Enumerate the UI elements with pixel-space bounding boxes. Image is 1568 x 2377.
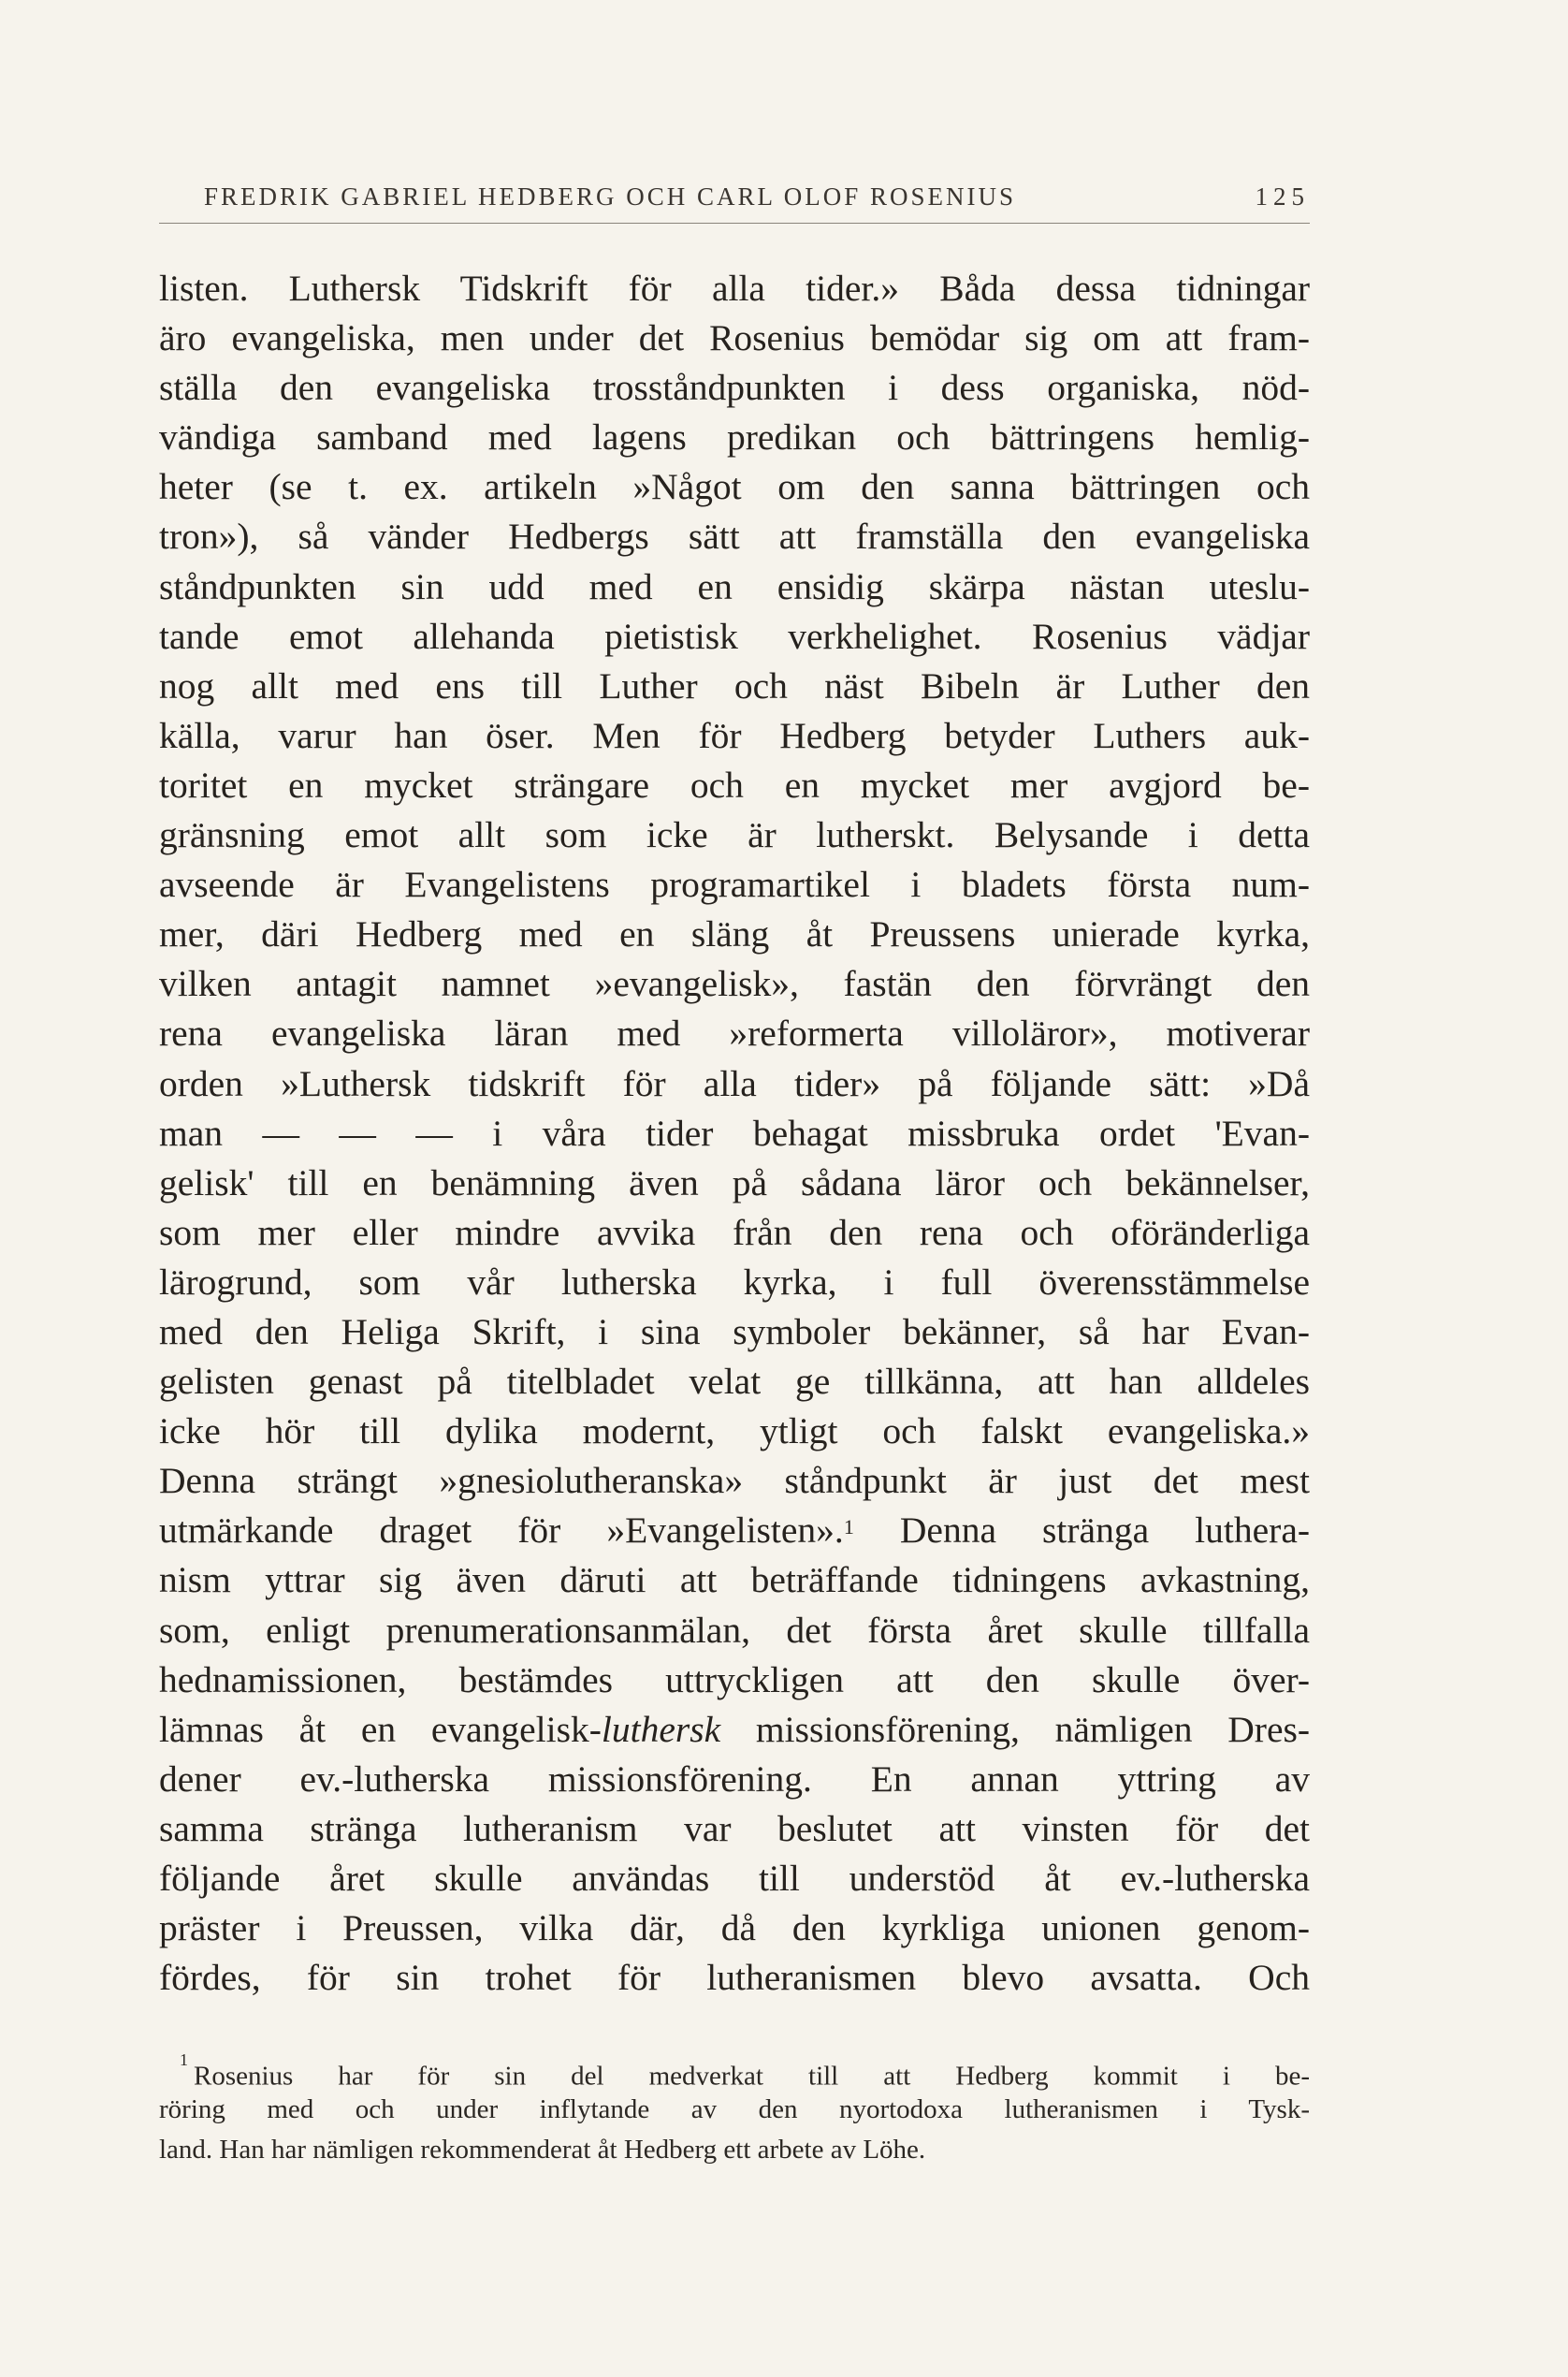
text-line: rena evangeliska läran med »reformerta villoläror», motiverar [159, 1013, 1310, 1055]
footnote [159, 2049, 1310, 2170]
footnote-line [159, 2049, 1310, 2090]
text-line: icke hör till dylika modernt, ytligt och falskt evangeliska.» [159, 1410, 1310, 1452]
text-line: äro evangeliska, men under det Rosenius bemödar sig om att fram- [159, 317, 1310, 359]
italic-word: luthersk [601, 1708, 721, 1750]
text-line: som mer eller mindre avvika från den rena och oföränderliga [159, 1211, 1310, 1253]
text-line: ståndpunkten sin udd med en ensidig skärpa nästan uteslu- [159, 565, 1310, 607]
text-line: orden »Luthersk tidskrift för alla tider» på följande sätt: »Då [159, 1062, 1310, 1104]
text-line: samma stränga lutheranism var beslutet att vinsten för det [159, 1807, 1310, 1849]
text-line: som, enligt prenumerationsanmälan, det första året skulle tillfalla [159, 1609, 1310, 1651]
footnote-line: land. Han har nämligen rekommenderat åt Hedberg ett arbete av Löhe. [159, 2135, 926, 2165]
footnote-number: 1 [180, 2050, 188, 2069]
text-segment: Denna stränga luthera- [899, 1509, 1311, 1552]
text-line: gelisten genast på titelbladet velat ge tillkänna, att han alldeles [159, 1361, 1310, 1403]
text-line: avseende är Evangelistens programartikel i bladets första num- [159, 864, 1310, 906]
text-segment: missionsförening, nämligen Dres- [755, 1708, 1311, 1750]
text-line: tron»), så vänder Hedbergs sätt att framställa den evangeliska [159, 516, 1310, 558]
text-line: toritet en mycket strängare och en mycket mer avgjord be- [159, 764, 1310, 806]
footnote-reference: 1 [843, 1515, 854, 1539]
page-number: 125 [1255, 182, 1310, 211]
text-line: vändiga samband med lagens predikan och bättringens hemlig- [159, 416, 1310, 459]
text-line: heter (se t. ex. artikeln »Något om den sanna bättringen och [159, 466, 1310, 508]
text-line: nog allt med ens till Luther och näst Bibeln är Luther den [159, 664, 1310, 707]
text-line: Denna strängt »gnesiolutheranska» ståndpunkt är just det mest [159, 1460, 1310, 1502]
header-rule [159, 223, 1310, 224]
body-text [159, 264, 1310, 2003]
text-line: man — — — i våra tider behagat missbruka ordet 'Evan- [159, 1112, 1310, 1154]
text-line: följande året skulle användas till understöd åt ev.-lutherska [159, 1858, 1310, 1899]
text-line: ställa den evangeliska trosståndpunkten i dess organiska, nöd- [159, 367, 1310, 409]
text-line: mer, däri Hedberg med en släng åt Preussens unierade kyrka, [159, 913, 1310, 955]
footnote-line: röring med och under inflytande av den nyortodoxa lutheranismen i Tysk- [159, 2094, 1310, 2124]
text-line: gränsning emot allt som icke är lutherskt. Belysande i detta [159, 814, 1310, 856]
text-line: fördes, för sin trohet för lutheranismen blevo avsatta. Och [159, 1957, 1310, 1999]
text-line: nism yttrar sig även däruti att beträffande tidningens avkastning, [159, 1559, 1310, 1601]
text-line: listen. Luthersk Tidskrift för alla tider.» Båda dessa tidningar [159, 268, 1310, 309]
text-line: gelisk' till en benämning även på sådana läror och bekännelser, [159, 1161, 1310, 1203]
text-line: dener ev.-lutherska missionsförening. En annan yttring av [159, 1757, 1310, 1800]
text-line: tande emot allehanda pietistisk verkhelighet. Rosenius vädjar [159, 615, 1310, 657]
text-line: källa, varur han öser. Men för Hedberg betyder Luthers auk- [159, 714, 1310, 756]
text-line: lärogrund, som vår lutherska kyrka, i full överensstämmelse [159, 1261, 1310, 1303]
running-title: FREDRIK GABRIEL HEDBERG OCH CARL OLOF ROSENIUS [204, 182, 1017, 211]
text-segment: utmärkande draget för »Evangelisten». [159, 1509, 844, 1552]
text-line-with-italic [159, 1705, 1310, 1755]
text-segment: lämnas åt en evangelisk- [159, 1708, 602, 1750]
text-line: präster i Preussen, vilka där, då den kyrkliga unionen genom- [159, 1907, 1310, 1949]
text-segment: Rosenius har för sin del medverkat till att Hedberg kommit i be- [194, 2061, 1310, 2092]
text-line-with-footnote [159, 1506, 1310, 1555]
text-line: vilken antagit namnet »evangelisk», fastän den förvrängt den [159, 963, 1310, 1005]
text-line: med den Heliga Skrift, i sina symboler bekänner, så har Evan- [159, 1310, 1310, 1352]
text-line: hednamissionen, bestämdes uttryckligen att den skulle över- [159, 1658, 1310, 1700]
